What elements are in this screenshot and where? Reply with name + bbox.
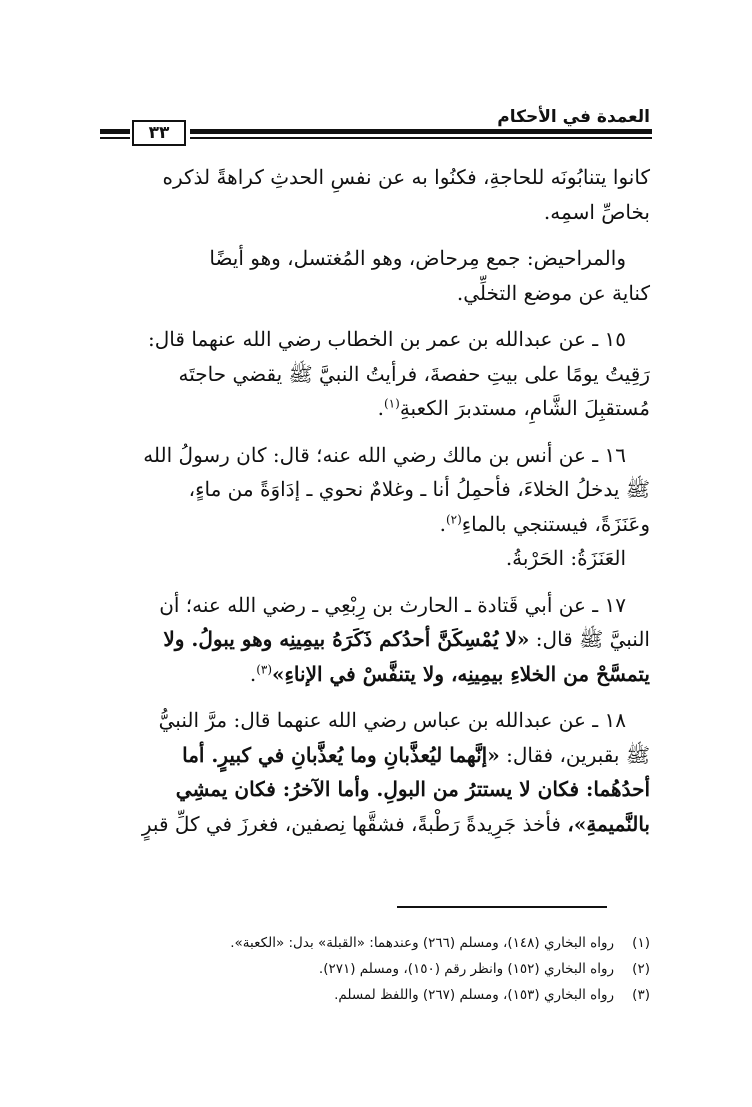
text-line: والمراحيض: جمع مِرحاض، وهو المُغتسل، وهو أيضًا xyxy=(209,246,626,270)
page-number: ٣٣ xyxy=(132,120,186,146)
footnote-mark-1: (١) xyxy=(383,396,400,411)
text-line: كانوا يتنابُونَه للحاجةِ، فكنُوا به عن نفسِ الحدثِ كراهةً لذكره xyxy=(162,165,650,189)
header-rule-left-thin xyxy=(100,137,130,139)
text-line: ﷺ بقبرين، فقال: xyxy=(506,742,650,767)
footnote-item xyxy=(120,930,650,956)
footnote-separator xyxy=(397,906,607,908)
text-end: . xyxy=(439,511,446,536)
footnote-text: رواه البخاري (١٥٣)، ومسلم (٢٦٧) واللفظ لمسلم. xyxy=(334,987,614,1003)
footnote-text: رواه البخاري (١٤٨)، ومسلم (٢٦٦) وعندهما: «القبلة» بدل: «الكعبة». xyxy=(230,935,614,951)
hadith-15 xyxy=(98,322,650,426)
hadith-16 xyxy=(98,438,650,542)
text-line: ١٧ ـ عن أبي قَتادة ـ الحارث بن رِبْعِي ـ رضي الله عنه؛ أن xyxy=(159,592,626,617)
running-title: العمدة في الأحكام xyxy=(497,107,650,127)
footnote-mark-3: (٣) xyxy=(256,661,273,676)
footnote-number: (١) xyxy=(632,935,650,951)
header-rule-thick xyxy=(190,129,652,134)
text-line: فأخذ جَرِيدةً رَطْبةً، فشقَّها نِصفين، فغرزَ في كلِّ قبرٍ xyxy=(141,811,561,836)
hadith-quote: أحدُهُما: فكان لا يستترُ من البولِ. وأما الآخرُ: فكان يمشِي xyxy=(175,777,650,801)
footnote-item xyxy=(120,982,650,1008)
text-line: ١٨ ـ عن عبدالله بن عباس رضي الله عنهما قال: مرَّ النبيُّ xyxy=(158,708,626,732)
header-rule-left-thick xyxy=(100,129,130,134)
footnote-number: (٢) xyxy=(632,961,650,977)
footnote-item xyxy=(120,956,650,982)
text-end: . xyxy=(249,661,257,686)
text-line: ﷺ يدخلُ الخلاءَ، فأحمِلُ أنا ـ وغلامٌ نحوي ـ إدَاوَةً من ماءٍ، xyxy=(188,477,650,501)
paragraph-intro xyxy=(98,160,650,229)
hadith-quote: «إنَّهما ليُعذَّبانِ وما يُعذَّبانِ في كبيرٍ. أما xyxy=(182,742,500,767)
text-line: النبيَّ ﷺ قال: xyxy=(535,627,650,651)
header-rule-thin xyxy=(190,137,652,139)
paragraph-marahid xyxy=(98,241,650,310)
text-line: ١٥ ـ عن عبدالله بن عمر بن الخطاب رضي الله عنهما قال: xyxy=(148,327,626,351)
main-text xyxy=(98,160,650,841)
hadith-quote: «لا يُمْسِكَنَّ أحدُكم ذَكَرَهُ بيمِينِه وهو يبولُ. ولا xyxy=(163,627,530,651)
text-line: كناية عن موضع التخلِّي. xyxy=(456,280,650,305)
gloss-anaza xyxy=(98,541,650,576)
text-line: ١٦ ـ عن أنس بن مالك رضي الله عنه؛ قال: كان رسولُ الله xyxy=(143,442,626,467)
footnotes xyxy=(120,930,650,1008)
text-line: مُستقبِلَ الشَّامِ، مستدبرَ الكعبةِ xyxy=(399,396,650,420)
hadith-18 xyxy=(98,703,650,841)
text-line: العَنَزَةُ: الحَرْبةُ. xyxy=(505,546,626,570)
footnote-mark-2: (٢) xyxy=(445,511,462,526)
text-line: وعَنَزَةً، فيستنجي بالماءِ xyxy=(461,511,650,536)
hadith-quote: بالنَّميمةِ»، xyxy=(567,811,650,836)
hadith-17 xyxy=(98,588,650,692)
text-line: رَقِيتُ يومًا على بيتِ حفصةَ، فرأيتُ النبيَّ ﷺ يقضي حاجتَه xyxy=(178,361,650,386)
text-line: بخاصِّ اسمِه. xyxy=(543,199,650,224)
hadith-quote: يتمسَّحْ من الخلاءِ بيمِينِه، ولا يتنفَّسْ في الإناءِ» xyxy=(272,661,650,686)
footnote-number: (٣) xyxy=(632,987,650,1003)
footnote-text: رواه البخاري (١٥٢) وانظر رقم (١٥٠)، ومسلم (٢٧١). xyxy=(318,961,614,977)
text-end: . xyxy=(377,396,384,420)
